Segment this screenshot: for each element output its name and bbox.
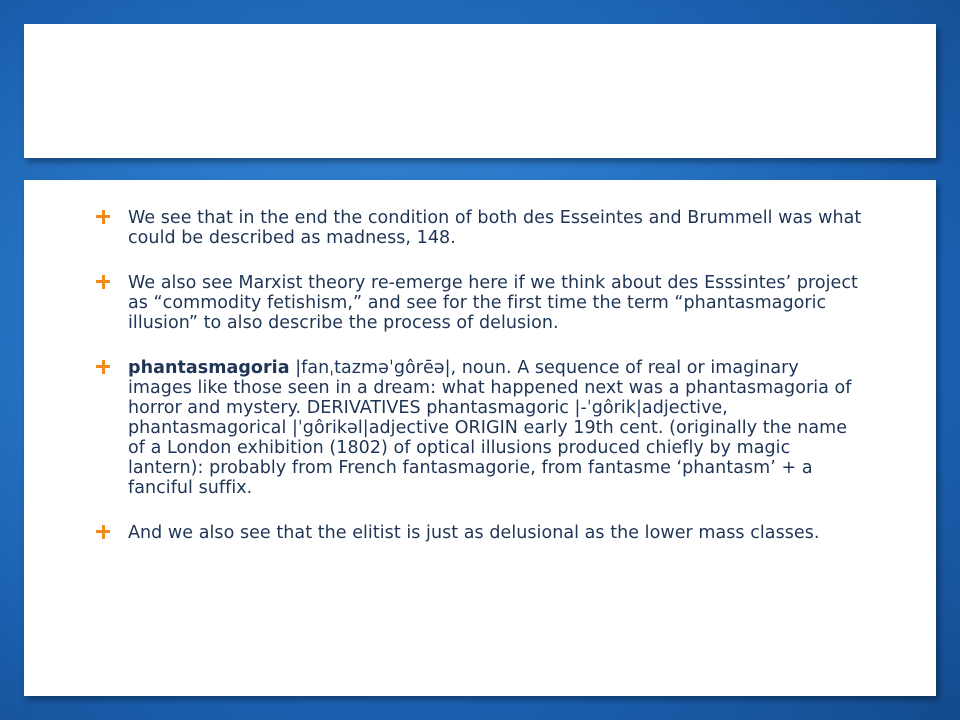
defined-term: phantasmagoria <box>128 358 290 378</box>
bullet-text: |fanˌtazməˈgôrēə|, noun. A sequence of real or imaginary images like those seen in a dream: what happened next was a phantasmagoria of horror and mystery. DERIVATIVES phantasmagoric |-ˈgôrik|adjective, phantasmagorical |ˈgôrikəl|adjective ORIGIN early 19th cent. (originally the name of a London exhibition (1802) of optical illusions produced chiefly by magic lantern): probably from French fantasmagorie, from fantasme ‘phantasm’ + a fanciful suffix. <box>128 358 852 498</box>
plus-icon <box>94 208 112 228</box>
bullet-text: And we also see that the elitist is just as delusional as the lower mass classes. <box>128 523 820 543</box>
plus-icon <box>94 358 112 378</box>
bullet-item <box>68 358 868 498</box>
bullet-list <box>68 208 868 561</box>
bullet-text: We see that in the end the condition of both des Esseintes and Brummell was what could be described as madness, 148. <box>128 208 862 248</box>
bullet-text: We also see Marxist theory re-emerge here if we think about des Esssintes’ project as “commodity fetishism,” and see for the first time the term “phantasmagoric illusion” to also describe the process of delusion. <box>128 273 858 333</box>
plus-icon <box>94 523 112 543</box>
bullet-item <box>68 273 868 333</box>
bullet-item <box>68 208 868 248</box>
bullet-item <box>68 523 868 543</box>
title-panel <box>24 24 936 158</box>
plus-icon <box>94 273 112 293</box>
